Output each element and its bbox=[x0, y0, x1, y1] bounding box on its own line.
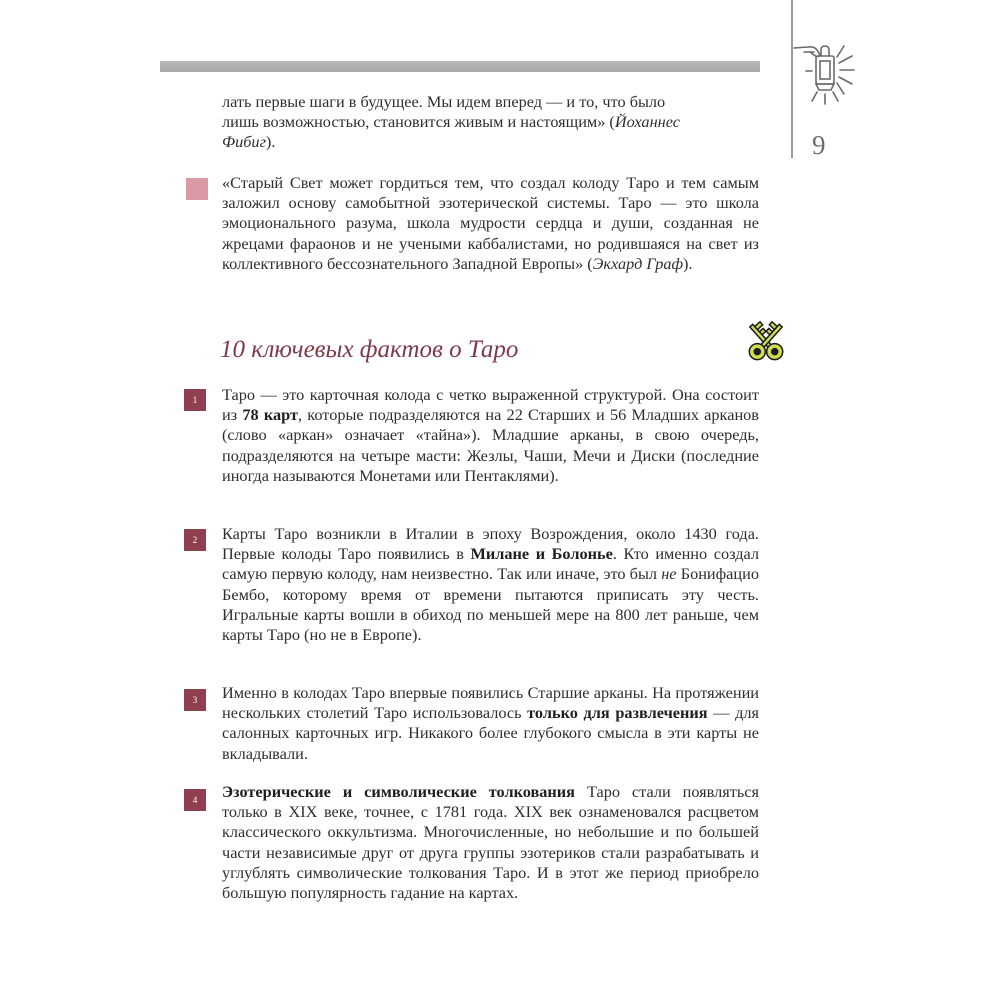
quote-paragraph bbox=[222, 173, 759, 274]
page-number: 9 bbox=[812, 130, 827, 160]
fact-number-badge: 2 bbox=[184, 529, 206, 551]
intro-author-first: Йоханнес bbox=[614, 112, 680, 132]
fact-number-badge: 1 bbox=[184, 389, 206, 411]
fact-2-text-c: Бонифацио Бембо, которому время от времени пытаются приписать эту честь. Игральные карты вошли в обиход по меньшей мере на 800 лет раньше, чем карты Таро (но не в Европе). bbox=[222, 564, 759, 645]
fact-3-text-b: — для салонных карточных игр. Никакого более глубокого смысла в эти карты не вкладывали. bbox=[222, 703, 759, 763]
fact-paragraph bbox=[222, 385, 759, 486]
fact-paragraph bbox=[222, 782, 759, 903]
fact-2-text-a: Карты Таро возникли в Италии в эпоху Возрождения, около 1430 года. Первые колоды Таро появились в bbox=[222, 524, 759, 564]
fact-1-text-b: , которые подразделяются на 22 Старших и 56 Младших арканов (слово «аркан» означает «тайна»). Младшие арканы, в свою очередь, подразделяются на четыре масти: Жезлы, Чаши, Мечи и Диски (последние иногда называются Монетами или Пентаклями). bbox=[222, 405, 759, 485]
intro-line-2: лишь возможностью, становится живым и настоящим» ( bbox=[222, 112, 615, 132]
fact-paragraph bbox=[222, 524, 759, 645]
fact-4-bold: Эзотерические и символические толкования bbox=[222, 782, 575, 801]
intro-paragraph bbox=[222, 92, 759, 153]
fact-2-text-b: . Кто именно создал самую первую колоду, нам неизвестно. Так или иначе, это был bbox=[222, 544, 760, 584]
fact-paragraph bbox=[222, 683, 759, 764]
intro-line-3-end: ). bbox=[265, 132, 276, 152]
intro-line-1: лать первые шаги в будущее. Мы идем вперед — и то, что было bbox=[222, 92, 666, 111]
header-band bbox=[160, 61, 760, 72]
quote-marker bbox=[186, 178, 208, 200]
fact-2-italic: не bbox=[661, 564, 677, 584]
quote-author: Экхард Граф bbox=[592, 253, 684, 273]
fact-1-bold: 78 карт bbox=[242, 405, 298, 425]
section-heading: 10 ключевых фактов о Таро bbox=[220, 336, 519, 363]
crossed-keys-icon bbox=[735, 318, 797, 366]
fact-number-badge: 3 bbox=[184, 689, 206, 711]
fact-3-bold: только для развлечения bbox=[527, 703, 708, 723]
hand-lantern-icon bbox=[790, 38, 862, 110]
fact-3-text-a: Именно в колодах Таро впервые появились Старшие арканы. На протяжении нескольких столетий Таро использовалось bbox=[222, 683, 759, 723]
fact-2-bold: Милане и Болонье bbox=[470, 544, 613, 564]
fact-number-badge: 4 bbox=[184, 789, 206, 811]
quote-text: «Старый Свет может гордиться тем, что создал колоду Таро и тем самым заложил основу самобытной эзотерической системы. Таро — это школа эмоционального разума, школа мудрости сердца и души, созданная не жрецами фараонов и не учеными каббалистами, но родившаяся на свет из коллективного бессознательного Западной Европы» ( bbox=[222, 173, 759, 273]
fact-4-text-b: Таро стали появляться только в XIX веке, точнее, с 1781 года. XIX век ознаменовался расцветом классического оккультизма. Многочисленные, но небольшие и по большей части независимые друг от друга группы эзотериков стали разрабатывать и углублять символические толкования Таро. И в этот же период приобрело большую популярность гадание на картах. bbox=[222, 782, 759, 903]
intro-author-last: Фибиг bbox=[222, 132, 266, 152]
quote-end: ). bbox=[683, 253, 693, 273]
fact-1-text-a: Таро — это карточная колода с четко выраженной структурой. Она состоит из bbox=[222, 385, 759, 425]
